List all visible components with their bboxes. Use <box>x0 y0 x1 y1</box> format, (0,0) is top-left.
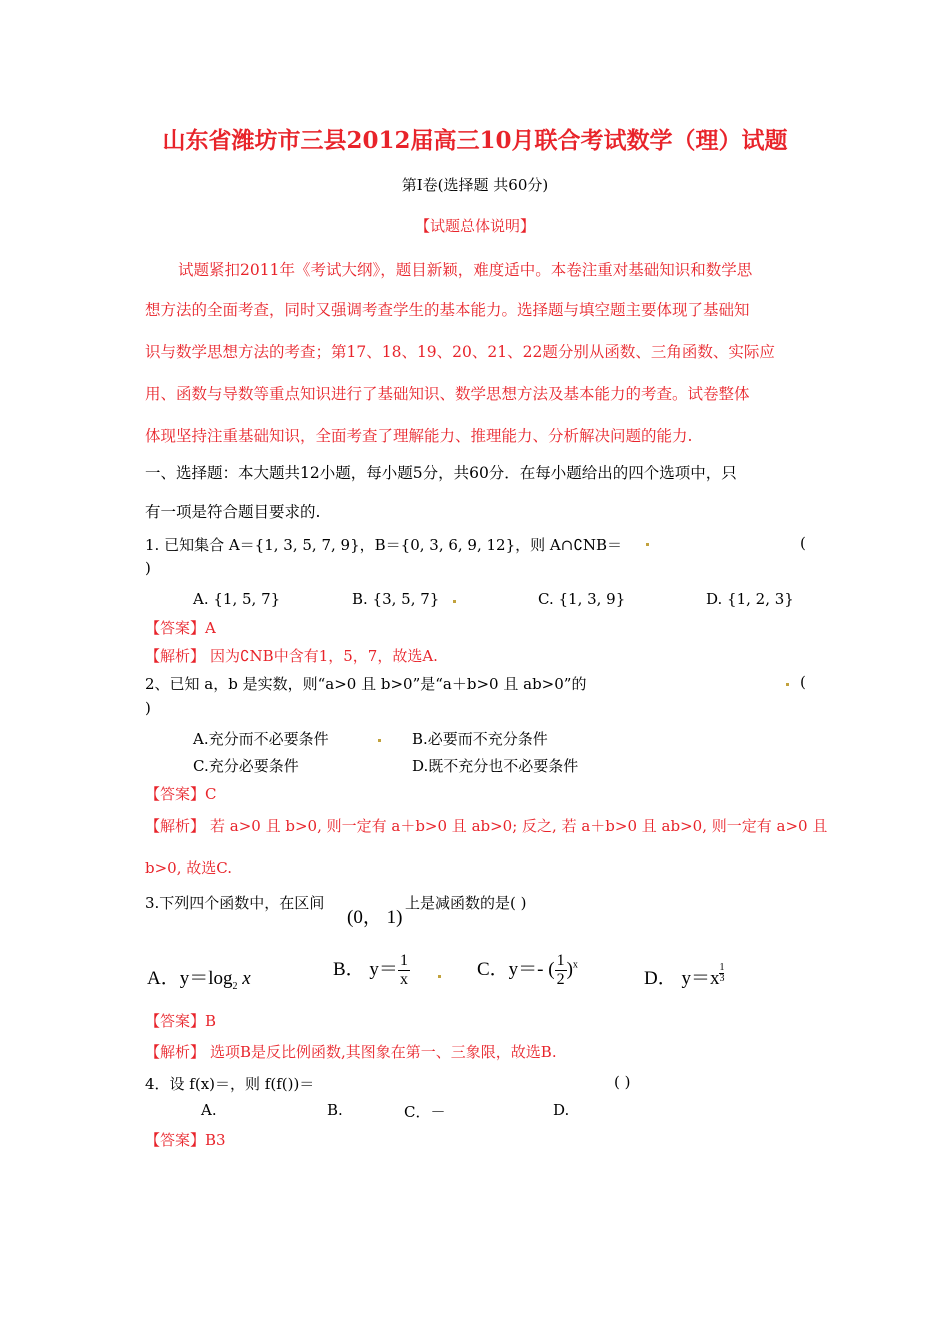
decor-dot <box>453 600 456 603</box>
q2-paren-close: ) <box>145 699 151 717</box>
q3-option-b-numerator: 1 <box>399 952 408 969</box>
q3-option-c <box>477 952 578 989</box>
q1-paren-close: ) <box>145 559 151 577</box>
q3-option-b <box>333 952 410 989</box>
q3-option-a-var: x <box>237 968 251 989</box>
q3-option-a <box>147 963 251 992</box>
q3-option-b-denominator: x <box>399 971 408 988</box>
q1-stem: 1. 已知集合 A＝{1, 3, 5, 7, 9}，B＝{0, 3, 6, 9, 12}，则 A∩∁NB＝ <box>145 536 623 554</box>
decor-dot <box>438 975 441 978</box>
q3-option-b-text: B． y＝ <box>333 958 398 980</box>
note-header: 【试题总体说明】 <box>414 217 535 235</box>
q1-paren-open: ( <box>800 534 806 552</box>
q3-stem-end: 上是减函数的是( ) <box>405 894 527 912</box>
q3-option-c-denominator: 2 <box>556 971 565 988</box>
decor-dot <box>378 739 381 742</box>
q3-option-c-numerator: 1 <box>556 952 565 969</box>
q4-option-d: D. <box>553 1101 570 1119</box>
q2-analysis-line-2: b>0, 故选C. <box>145 859 232 877</box>
note-line-2: 想方法的全面考查，同时又强调考查学生的基本能力。选择题与填空题主要体现了基础知 <box>145 301 750 319</box>
q3-answer: 【答案】B <box>145 1012 217 1030</box>
q4-answer: 【答案】B3 <box>145 1131 226 1149</box>
q3-analysis: 选项B是反比例函数,其图象在第一、三象限，故选B. <box>210 1043 557 1061</box>
q3-option-c-text: C．y＝- ( <box>477 958 555 980</box>
q3-option-a-text: A．y＝log <box>147 968 233 989</box>
section-subtitle: 第Ⅰ卷(选择题 共60分) <box>401 176 549 194</box>
q3-analysis-tag: 【解析】 <box>145 1043 206 1061</box>
q3-option-d-text: D． y＝x <box>644 968 720 989</box>
q2-answer: 【答案】C <box>145 785 217 803</box>
q3-interval: (0， 1) <box>347 907 403 928</box>
note-line-3: 识与数学思想方法的考查；第17、18、19、20、21、22题分别从函数、三角函数、实际应 <box>145 343 775 361</box>
q3-stem: 3.下列四个函数中，在区间 <box>145 894 325 912</box>
q1-option-a: A. {1, 5, 7} <box>193 590 281 608</box>
q3-option-d-exp-den: 3 <box>719 973 725 984</box>
q1-option-d: D. {1, 2, 3} <box>706 590 794 608</box>
q3-option-d <box>644 963 724 990</box>
q3-option-a-base: 2 <box>232 980 238 992</box>
q1-analysis-tag: 【解析】 <box>145 647 206 665</box>
section-line-1: 一、选择题：本大题共12小题，每小题5分，共60分．在每小题给出的四个选项中，只 <box>145 464 737 482</box>
decor-dot <box>786 683 789 686</box>
page-title: 山东省潍坊市三县2012届高三10月联合考试数学（理）试题 <box>162 127 788 154</box>
q1-option-c: C. {1, 3, 9} <box>538 590 626 608</box>
decor-dot <box>646 543 649 546</box>
q1-answer: 【答案】A <box>145 619 216 637</box>
q1-analysis: 因为∁NB中含有1，5，7，故选A. <box>210 647 438 665</box>
q2-analysis-tag: 【解析】 <box>145 817 206 835</box>
q2-option-b: B.必要而不充分条件 <box>412 730 548 748</box>
q3-option-c-fraction <box>555 952 567 989</box>
q3-option-d-exp-num: 1 <box>719 962 725 973</box>
q2-analysis-line-1: 若 a>0 且 b>0, 则一定有 a＋b>0 且 ab>0; 反之, 若 a＋b>0 且 ab>0, 则一定有 a>0 且 <box>210 817 828 835</box>
q4-paren: ( ) <box>614 1073 631 1091</box>
q3-option-b-fraction <box>398 952 410 989</box>
q1-option-b: B. {3, 5, 7} <box>352 590 440 608</box>
q2-option-a: A.充分而不必要条件 <box>193 730 329 748</box>
note-line-5: 体现坚持注重基础知识，全面考查了理解能力、推理能力、分析解决问题的能力. <box>145 427 693 445</box>
q3-option-c-exponent: x <box>572 959 578 971</box>
q2-paren-open: ( <box>800 673 806 691</box>
q3-option-c-close: ) <box>566 958 573 980</box>
q4-option-c: C．－ <box>404 1103 446 1121</box>
q2-option-d: D.既不充分也不必要条件 <box>412 757 579 775</box>
q4-stem: 4．设 f(x)＝，则 f(f())＝ <box>145 1075 315 1093</box>
note-line-1: 试题紧扣2011年《考试大纲》，题目新颖，难度适中。本卷注重对基础知识和数学思 <box>178 261 753 279</box>
section-line-2: 有一项是符合题目要求的. <box>145 503 321 521</box>
q4-option-a: A. <box>201 1101 217 1119</box>
q2-stem: 2、已知 a，b 是实数，则“a>0 且 b>0”是“a＋b>0 且 ab>0”的 <box>145 675 587 693</box>
q2-option-c: C.充分必要条件 <box>193 757 299 775</box>
note-line-4: 用、函数与导数等重点知识进行了基础知识、数学思想方法及基本能力的考查。试卷整体 <box>145 385 750 403</box>
q4-option-b: B. <box>327 1101 343 1119</box>
